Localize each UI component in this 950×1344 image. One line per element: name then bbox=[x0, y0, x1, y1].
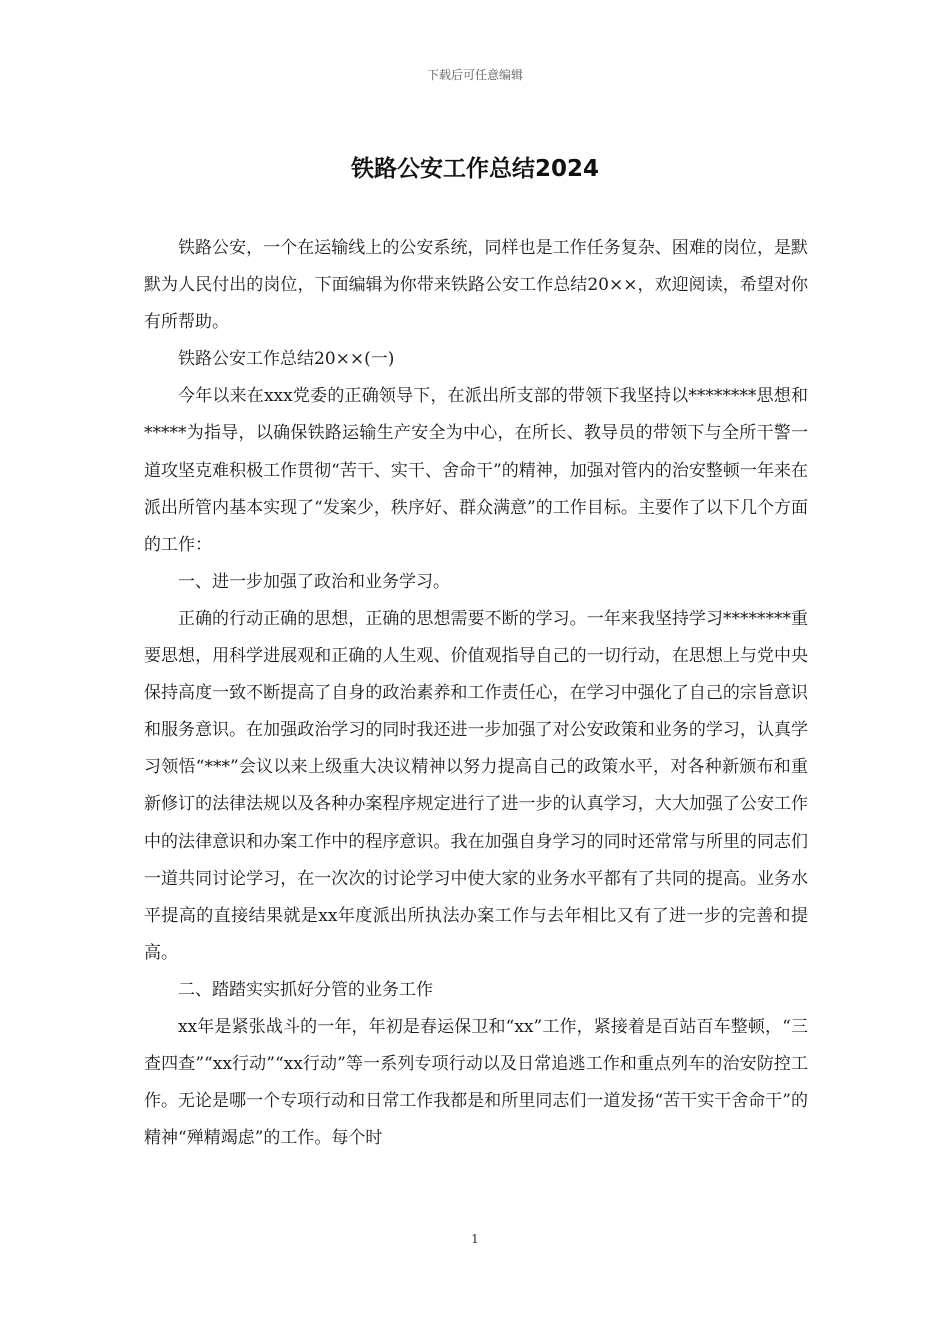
paragraph-intro: 铁路公安，一个在运输线上的公安系统，同样也是工作任务复杂、困难的岗位，是默默为人民付出的岗位，下面编辑为你带来铁路公安工作总结20××，欢迎阅读，希望对你有所帮助。 bbox=[144, 238, 808, 333]
page-number: 1 bbox=[471, 1232, 479, 1246]
header-note: 下载后可任意编辑 bbox=[426, 68, 523, 82]
document-body bbox=[144, 230, 808, 1157]
paragraph: 正确的行动正确的思想，正确的思想需要不断的学习。一年来我坚持学习********重要思想，用科学进展观和正确的人生观、价值观指导自己的一切行动，在思想上与党中央保持高度一致不断提高了自身的政治素养和工作责任心，在学习中强化了自己的宗旨意识和服务意识。在加强政治学习的同时我还进一步加强了对公安政策和业务的学习，认真学习领悟“***”会议以来上级重大决议精神以努力提高自己的政策水平，对各种新颁布和重新修订的法律法规以及各种办案程序规定进行了进一步的认真学习，大大加强了公安工作中的法律意识和办案工作中的程序意识。我在加强自身学习的同时还常常与所里的同志们一道共同讨论学习，在一次次的讨论学习中使大家的业务水平都有了共同的提高。业务水平提高的直接结果就是xx年度派出所执法办案工作与去年相比又有了进一步的完善和提高。 bbox=[144, 608, 808, 963]
paragraph: xx年是紧张战斗的一年，年初是春运保卫和“xx”工作，紧接着是百站百车整顿，“三查四查”“xx行动”“xx行动”等一系列专项行动以及日常追逃工作和重点列车的治安防控工作。无论是哪一个专项行动和日常工作我都是和所里同志们一道发扬“苦干实干舍命干”的精神“殚精竭虑”的工作。每个时 bbox=[144, 1016, 808, 1149]
document-title: 铁路公安工作总结2024 bbox=[350, 156, 599, 182]
paragraph-section-heading: 铁路公安工作总结20××(一) bbox=[178, 349, 395, 370]
paragraph-subheading: 二、踏踏实实抓好分管的业务工作 bbox=[178, 979, 433, 1000]
paragraph: 今年以来在xxx党委的正确领导下，在派出所支部的带领下我坚持以********思想和*****为指导，以确保铁路运输生产安全为中心，在所长、教导员的带领下与全所干警一道攻坚克难积极工作贯彻“苦干、实干、舍命干”的精神，加强对管内的治安整顿一年来在派出所管内基本实现了“发案少，秩序好、群众满意”的工作目标。主要作了以下几个方面的工作： bbox=[144, 386, 808, 555]
paragraph-subheading: 一、进一步加强了政治和业务学习。 bbox=[178, 571, 450, 592]
